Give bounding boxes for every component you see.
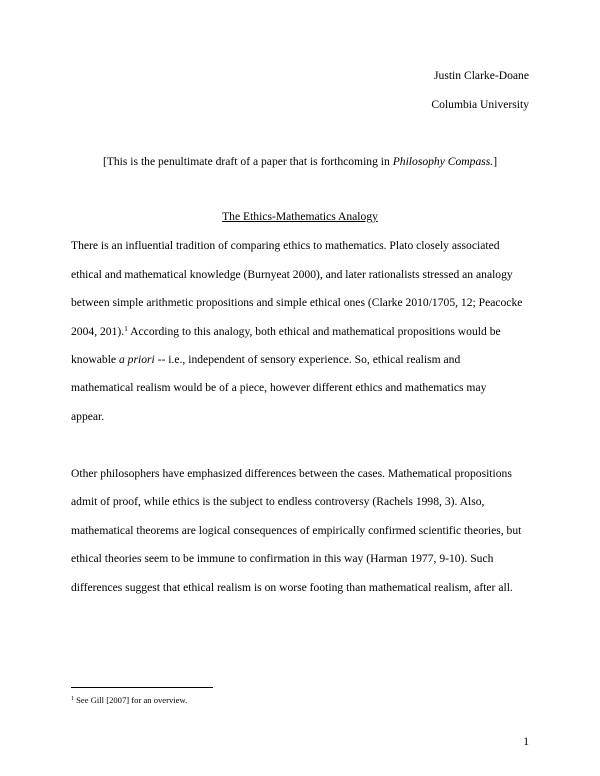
- paragraph-2-line: mathematical theorems are logical consequences of empirically confirmed scientific theories, but: [71, 524, 522, 537]
- paragraph-1-line: [71, 325, 501, 338]
- draft-note-suffix: ]: [493, 155, 498, 168]
- paragraph-1-line: between simple arithmetic propositions and simple ethical ones (Clarke 2010/1705, 12; Peacocke: [71, 296, 523, 309]
- text-span: -- i.e., independent of sensory experience. So, ethical realism and: [154, 353, 461, 366]
- journal-name: Philosophy Compass.: [392, 155, 494, 168]
- footnote-reference[interactable]: 1: [124, 324, 128, 333]
- paragraph-2-line: ethical theories seem to be immune to confirmation in this way (Harman 1977, 9-10). Such: [71, 552, 494, 565]
- paragraph-2-line: admit of proof, while ethics is the subject to endless controversy (Rachels 1998, 3). Also,: [71, 495, 485, 508]
- paragraph-2-line: differences suggest that ethical realism is on worse footing than mathematical realism, after all.: [71, 581, 513, 594]
- paragraph-1-line: ethical and mathematical knowledge (Burnyeat 2000), and later rationalists stressed an analogy: [71, 268, 513, 281]
- paragraph-1-line: There is an influential tradition of comparing ethics to mathematics. Plato closely associated: [71, 239, 500, 252]
- text-span: 2004, 201).: [71, 325, 125, 338]
- paper-title: The Ethics-Mathematics Analogy: [222, 210, 378, 223]
- paragraph-2-line: Other philosophers have emphasized differences between the cases. Mathematical propositions: [71, 467, 512, 480]
- footnote-text: See Gill [2007] for an overview.: [74, 695, 188, 705]
- footnote: [71, 695, 187, 705]
- draft-note: [0, 155, 600, 168]
- text-span: knowable: [71, 353, 119, 366]
- footnote-marker: 1: [71, 696, 74, 702]
- italic-term: a priori: [118, 353, 155, 366]
- text-span: According to this analogy, both ethical and mathematical propositions would be: [127, 325, 501, 338]
- draft-note-prefix: [This is the penultimate draft of a paper that is forthcoming in: [102, 155, 393, 168]
- author-name: Justin Clarke-Doane: [434, 69, 529, 82]
- page-number: 1: [523, 735, 529, 748]
- paragraph-1-line: mathematical realism would be of a piece, however different ethics and mathematics may: [71, 381, 487, 394]
- paragraph-1-line: appear.: [71, 410, 105, 423]
- paragraph-1-line: [71, 353, 460, 366]
- footnote-divider: [71, 687, 213, 688]
- author-affiliation: Columbia University: [431, 98, 529, 111]
